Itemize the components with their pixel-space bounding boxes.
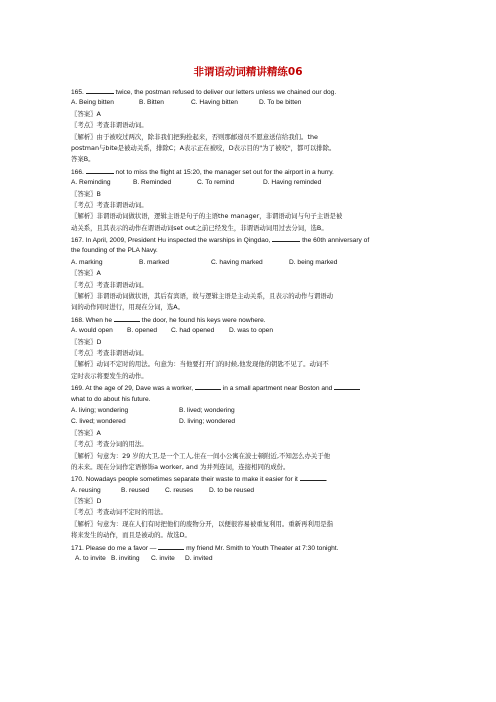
point-168: 〖考点〗考查非谓语动词。 <box>71 348 148 357</box>
option-d: D. To be bitten <box>259 99 302 107</box>
option-c: C. lived; wondered <box>71 418 126 426</box>
question-165-stem <box>71 86 427 97</box>
option-c: C. having marked <box>211 258 263 266</box>
question-169-options-row2 <box>71 416 427 427</box>
question-text: the 60th anniversary of <box>302 237 370 245</box>
analysis-line: 词的动作同时进行，用现在分词，选A。 <box>71 303 185 312</box>
option-c: C. To remind <box>197 179 235 187</box>
option-b: B. opened <box>127 327 158 335</box>
document-body <box>71 86 427 564</box>
question-166-options <box>71 177 427 188</box>
analysis-line: 将来发生的动作，而且是被动的。故选D。 <box>71 531 191 540</box>
question-169-stem <box>71 382 427 393</box>
option-b: B. marked <box>139 258 170 266</box>
question-169-options-row1 <box>71 405 427 416</box>
option-d: D. Having reminded <box>263 179 322 187</box>
answer-blank <box>195 382 221 390</box>
option-b: B. Reminded <box>133 179 172 187</box>
option-d: D. was to open <box>229 327 273 335</box>
option-a: A. reusing <box>71 486 101 494</box>
option-d: D. living; wondered <box>179 418 236 426</box>
question-text: in a small apartment near Boston and <box>222 385 333 393</box>
question-171-options <box>71 553 427 564</box>
option-a: A. would open <box>71 327 113 335</box>
analysis-line: 〖解析〗非谓语动词做状语，逻辑主语是句子的主语the manager，非谓语动词与句子主语是被 <box>71 212 343 221</box>
question-number: 165. <box>71 89 84 96</box>
answer-167: 〖答案〗A <box>71 269 101 278</box>
option-c: C. invite <box>151 555 175 563</box>
question-171-stem <box>71 542 427 553</box>
option-d: D. being marked <box>289 258 338 266</box>
analysis-line: 答案B。 <box>71 155 95 164</box>
question-text: the door, he found his keys were nowhere. <box>141 316 266 324</box>
point-170: 〖考点〗考查动词不定时的用法。 <box>71 508 167 517</box>
answer-blank <box>114 314 140 322</box>
answer-170: 〖答案〗D <box>71 497 102 506</box>
analysis-line: 〖解析〗由于被咬过两次，除非我们把狗拴起来，否则那邮递员不愿意送信给我们。the <box>71 132 318 141</box>
analysis-line: 〖解析〗句意为：29 岁的大卫,是一个工人,住在一间小公寓在波士顿附近,不知怎么办关于他 <box>71 451 331 460</box>
point-167: 〖考点〗考查非谓语动词。 <box>71 280 148 289</box>
option-c: C. Having bitten <box>191 99 238 107</box>
analysis-line: 定时表示将要发生的动作。 <box>71 371 148 380</box>
answer-166: 〖答案〗B <box>71 189 101 198</box>
question-167-options <box>71 257 427 268</box>
analysis-line: 〖解析〗非谓语动词做状语，其后有宾语，故与逻辑主语是主动关系，且表示的动作与谓语动 <box>71 292 334 301</box>
analysis-line: 的未来。现在分词作定语修饰a worker, and 为并列连词，连接相同的成份。 <box>71 462 290 471</box>
question-text: . <box>325 476 328 484</box>
question-text: 169. At the age of 29, Dave was a worker, <box>71 385 194 393</box>
option-a: A. Reminding <box>71 179 111 187</box>
analysis-line: postman与bite是被动关系，排除C；A表示正在被咬，D表示目的"为了被咬"，都可以排除。 <box>71 143 336 152</box>
answer-blank <box>300 473 328 484</box>
answer-165: 〖答案〗A <box>71 109 101 118</box>
option-b: B. lived; wondering <box>179 406 235 414</box>
answer-blank <box>86 86 114 94</box>
option-c: C. reuses <box>165 486 194 494</box>
answer-blank <box>272 234 300 242</box>
option-d: D. to be reused <box>209 486 255 494</box>
option-c: C. had opened <box>171 327 215 335</box>
question-text: twice, the postman refused to deliver our letters unless we chained our dog. <box>115 89 337 96</box>
option-a: A. Being bitten <box>71 99 114 107</box>
question-text: 168. When he <box>71 316 113 324</box>
question-167-stem <box>71 234 427 245</box>
question-168-options <box>71 325 427 336</box>
option-b: B. reused <box>121 486 150 494</box>
answer-169: 〖答案〗A <box>71 428 101 437</box>
point-165: 〖考点〗考查非谓语动词。 <box>71 121 148 130</box>
option-b: B. Bitten <box>139 99 164 107</box>
analysis-line: 〖解析〗动词不定时的用法。句意为：当他要打开门的时候,他发现他的钥匙不见了。动词不 <box>71 360 329 369</box>
question-number: 166. <box>71 168 84 176</box>
question-165-options <box>71 97 427 108</box>
option-a: A. to invite <box>75 555 106 563</box>
page-title: 非谓语动词精讲精练06 <box>193 66 303 78</box>
question-170-stem <box>71 473 427 484</box>
answer-blank <box>334 382 360 390</box>
question-text: not to miss the flight at 15:20, the manager set out for the airport in a hurry. <box>115 168 334 176</box>
analysis-line: 〖解析〗句意为：现在人们有时把他们的废物分开，以便很容易被重复利用。重新再利用是指 <box>71 519 334 528</box>
option-a: A. marking <box>71 258 103 266</box>
question-text: 170. Nowadays people sometimes separate their waste to make it easier for it <box>71 476 298 484</box>
option-a: A. living; wondering <box>71 406 129 414</box>
question-168-stem <box>71 314 427 325</box>
option-d: D. invited <box>185 555 213 563</box>
question-text: 167. In April, 2009, President Hu inspected the warships in Qingdao, <box>71 237 271 245</box>
answer-blank <box>158 542 184 550</box>
question-170-options <box>71 485 427 496</box>
question-169-stem-cont: what to do about his future. <box>71 395 151 403</box>
answer-blank <box>86 166 114 174</box>
option-b: B. inviting <box>111 555 140 563</box>
question-text: my friend Mr. Smith to Youth Theater at 7:30 tonight. <box>186 544 339 552</box>
answer-168: 〖答案〗D <box>71 337 102 346</box>
question-text: 171. Please do me a favor — <box>71 544 157 552</box>
question-167-stem-cont: the founding of the PLA Navy. <box>71 247 158 255</box>
point-166: 〖考点〗考查非谓语动词。 <box>71 200 148 209</box>
point-169: 〖考点〗考查分词的用法。 <box>71 440 148 449</box>
analysis-line: 动关系，且其表示的动作在谓语动词set out之前已经发生，非谓语动词用过去分词，选B。 <box>71 223 328 232</box>
question-166-stem <box>71 166 427 177</box>
